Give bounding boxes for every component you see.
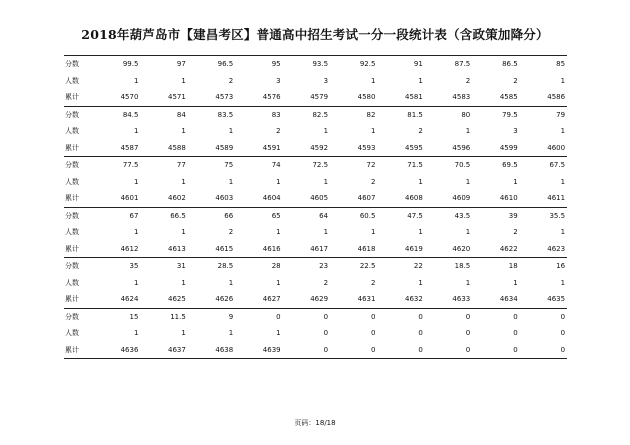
count-cell: 2	[370, 278, 376, 287]
count-cell: 1	[181, 278, 186, 287]
count-cell: 3	[513, 127, 518, 136]
cumulative-cell: 4579	[310, 93, 329, 102]
cumulative-cell: 4570	[120, 93, 139, 102]
score-cell: 81.5	[407, 110, 423, 119]
count-cell: 1	[133, 278, 139, 287]
cumulative-cell: 0	[418, 345, 423, 354]
score-cell: 71.5	[407, 161, 423, 170]
cumulative-cell: 4629	[310, 295, 329, 304]
cumulative-cell: 4599	[499, 143, 518, 152]
score-cell: 15	[129, 312, 139, 321]
count-cell: 1	[133, 177, 139, 186]
cumulative-label: 累计	[65, 143, 79, 152]
score-cell: 18.5	[454, 262, 471, 271]
page-number: 页码：18/18	[294, 419, 336, 427]
count-cell: 1	[560, 127, 566, 136]
cumulative-row	[64, 140, 567, 157]
score-cell: 65	[271, 211, 281, 220]
score-cell: 69.5	[502, 161, 518, 170]
score-cell: 9	[228, 312, 234, 321]
cumulative-cell: 4602	[167, 194, 186, 203]
cumulative-cell: 4633	[452, 295, 471, 304]
count-cell: 1	[181, 127, 186, 136]
score-cell: 93.5	[312, 60, 329, 69]
cumulative-label: 累计	[65, 93, 79, 102]
count-cell: 1	[418, 76, 423, 85]
score-cell: 22.5	[359, 262, 376, 271]
score-cell: 87.5	[454, 60, 471, 69]
score-cell: 99.5	[122, 60, 139, 69]
score-row	[64, 157, 567, 174]
count-cell: 1	[465, 228, 471, 237]
cumulative-cell: 4611	[547, 194, 566, 203]
score-label: 分数	[65, 312, 79, 321]
score-cell: 22	[413, 262, 423, 271]
cumulative-cell: 4620	[452, 244, 471, 253]
cumulative-cell: 4580	[357, 93, 376, 102]
score-cell: 43.5	[454, 211, 471, 220]
score-cell: 0	[418, 312, 423, 321]
cumulative-cell: 4615	[215, 244, 234, 253]
score-cell: 86.5	[502, 60, 518, 69]
score-cell: 0	[370, 312, 376, 321]
count-cell: 1	[228, 127, 234, 136]
cumulative-cell: 4604	[262, 194, 281, 203]
count-cell: 1	[323, 228, 329, 237]
count-cell: 1	[323, 127, 329, 136]
cumulative-cell: 4583	[452, 93, 471, 102]
cumulative-row	[64, 291, 567, 308]
count-cell: 1	[276, 177, 281, 186]
cumulative-cell: 4634	[499, 295, 518, 304]
score-cell: 85	[556, 60, 566, 69]
count-cell: 2	[228, 228, 234, 237]
score-distribution-table	[64, 55, 567, 359]
cumulative-cell: 0	[560, 345, 566, 354]
count-cell: 1	[133, 228, 139, 237]
cumulative-cell: 4593	[357, 143, 376, 152]
count-cell: 1	[465, 127, 471, 136]
count-cell: 2	[323, 278, 329, 287]
count-cell: 1	[323, 177, 329, 186]
score-cell: 18	[508, 262, 518, 271]
count-cell: 1	[228, 329, 234, 338]
cumulative-cell: 4625	[167, 295, 186, 304]
table-block	[64, 207, 567, 258]
count-cell: 0	[465, 329, 471, 338]
cumulative-cell: 4591	[262, 143, 281, 152]
count-label: 人数	[65, 278, 79, 287]
count-cell: 1	[513, 278, 518, 287]
score-cell: 0	[323, 312, 329, 321]
score-label: 分数	[65, 110, 79, 119]
cumulative-label: 累计	[65, 345, 79, 354]
count-cell: 2	[370, 177, 376, 186]
score-cell: 39	[508, 211, 518, 220]
count-cell: 1	[228, 177, 234, 186]
score-cell: 67	[129, 211, 139, 220]
count-cell: 1	[418, 177, 423, 186]
score-cell: 28	[271, 262, 281, 271]
score-cell: 60.5	[359, 211, 376, 220]
count-cell: 1	[133, 76, 139, 85]
cumulative-cell: 4638	[215, 345, 234, 354]
cumulative-cell: 4607	[357, 194, 376, 203]
score-label: 分数	[65, 211, 79, 220]
count-row	[64, 224, 567, 241]
cumulative-cell: 4609	[452, 194, 471, 203]
score-cell: 82	[366, 110, 376, 119]
cumulative-cell: 4605	[310, 194, 329, 203]
table-block	[64, 106, 567, 157]
cumulative-cell: 0	[370, 345, 376, 354]
count-cell: 2	[418, 127, 423, 136]
count-cell: 1	[181, 177, 186, 186]
count-cell: 1	[370, 127, 376, 136]
count-cell: 1	[181, 76, 186, 85]
cumulative-label: 累计	[65, 194, 79, 203]
score-cell: 79.5	[502, 110, 518, 119]
score-cell: 77.5	[122, 161, 139, 170]
score-cell: 92.5	[359, 60, 376, 69]
count-cell: 1	[465, 278, 471, 287]
cumulative-cell: 4608	[405, 194, 423, 203]
cumulative-cell: 4586	[547, 93, 566, 102]
score-cell: 84	[176, 110, 186, 119]
cumulative-cell: 4571	[167, 93, 186, 102]
cumulative-row	[64, 190, 567, 207]
score-cell: 16	[556, 262, 566, 271]
count-cell: 0	[560, 329, 566, 338]
score-cell: 75	[224, 161, 234, 170]
score-cell: 64	[319, 211, 329, 220]
cumulative-cell: 4626	[215, 295, 234, 304]
score-cell: 96.5	[217, 60, 234, 69]
cumulative-cell: 0	[465, 345, 471, 354]
cumulative-row	[64, 89, 567, 106]
count-cell: 1	[370, 228, 376, 237]
count-cell: 1	[418, 278, 423, 287]
count-cell: 0	[513, 329, 518, 338]
score-cell: 91	[413, 60, 423, 69]
count-cell: 0	[418, 329, 423, 338]
cumulative-cell: 4612	[120, 244, 139, 253]
count-label: 人数	[65, 76, 79, 85]
score-row	[64, 208, 567, 225]
cumulative-cell: 0	[323, 345, 329, 354]
count-cell: 1	[560, 278, 566, 287]
score-cell: 72	[366, 161, 376, 170]
count-cell: 3	[276, 76, 281, 85]
cumulative-cell: 4587	[120, 143, 139, 152]
score-cell: 35	[129, 262, 139, 271]
cumulative-cell: 0	[513, 345, 518, 354]
count-cell: 1	[181, 228, 186, 237]
score-cell: 80	[461, 110, 471, 119]
score-cell: 47.5	[407, 211, 423, 220]
score-label: 分数	[65, 262, 79, 271]
count-cell: 1	[370, 76, 376, 85]
count-row	[64, 174, 567, 191]
cumulative-cell: 4639	[262, 345, 281, 354]
count-cell: 2	[465, 76, 471, 85]
cumulative-cell: 4637	[167, 345, 186, 354]
score-cell: 84.5	[122, 110, 139, 119]
count-label: 人数	[65, 228, 79, 237]
score-cell: 31	[176, 262, 186, 271]
score-row	[64, 258, 567, 275]
cumulative-cell: 4624	[120, 295, 139, 304]
cumulative-cell: 4622	[499, 244, 518, 253]
count-cell: 1	[276, 278, 281, 287]
score-cell: 70.5	[454, 161, 471, 170]
score-cell: 83.5	[217, 110, 234, 119]
score-cell: 23	[319, 262, 329, 271]
score-cell: 0	[276, 312, 281, 321]
table-block	[64, 156, 567, 207]
count-row	[64, 275, 567, 292]
score-cell: 82.5	[312, 110, 329, 119]
score-cell: 79	[556, 110, 566, 119]
score-row	[64, 107, 567, 124]
cumulative-label: 累计	[65, 295, 79, 304]
score-cell: 72.5	[312, 161, 329, 170]
count-cell: 1	[276, 228, 281, 237]
count-cell: 1	[133, 329, 139, 338]
score-cell: 0	[465, 312, 471, 321]
score-cell: 83	[271, 110, 281, 119]
count-cell: 2	[228, 76, 234, 85]
count-row	[64, 123, 567, 140]
score-cell: 28.5	[217, 262, 234, 271]
score-row	[64, 56, 567, 73]
count-cell: 1	[276, 329, 281, 338]
cumulative-cell: 4627	[262, 295, 281, 304]
cumulative-cell: 4596	[452, 143, 471, 152]
cumulative-cell: 4595	[405, 143, 423, 152]
cumulative-label: 累计	[65, 244, 79, 253]
score-cell: 0	[560, 312, 566, 321]
count-cell: 3	[323, 76, 329, 85]
count-cell: 1	[181, 329, 186, 338]
count-row	[64, 73, 567, 90]
cumulative-cell: 4632	[405, 295, 423, 304]
score-cell: 97	[176, 60, 186, 69]
count-cell: 2	[513, 76, 518, 85]
cumulative-row	[64, 342, 567, 359]
count-cell: 2	[513, 228, 518, 237]
table-block	[64, 308, 567, 360]
cumulative-cell: 4573	[215, 93, 234, 102]
count-cell: 1	[560, 76, 566, 85]
cumulative-cell: 4585	[499, 93, 518, 102]
count-cell: 1	[513, 177, 518, 186]
cumulative-cell: 4635	[547, 295, 566, 304]
score-cell: 0	[513, 312, 518, 321]
cumulative-cell: 4600	[547, 143, 566, 152]
score-cell: 77	[176, 161, 186, 170]
count-row	[64, 325, 567, 342]
cumulative-cell: 4618	[357, 244, 376, 253]
count-cell: 1	[560, 177, 566, 186]
count-cell: 0	[370, 329, 376, 338]
cumulative-cell: 4603	[215, 194, 234, 203]
cumulative-cell: 4617	[310, 244, 329, 253]
document-title: 2018年葫芦岛市【建昌考区】普通高中招生考试一分一段统计表（含政策加降分）	[81, 27, 549, 42]
score-label: 分数	[65, 161, 79, 170]
score-cell: 66.5	[170, 211, 186, 220]
cumulative-cell: 4601	[120, 194, 139, 203]
cumulative-cell: 4589	[215, 143, 234, 152]
count-label: 人数	[65, 329, 79, 338]
cumulative-cell: 4616	[262, 244, 281, 253]
count-cell: 1	[465, 177, 471, 186]
count-cell: 0	[323, 329, 329, 338]
score-cell: 11.5	[170, 312, 186, 321]
table-block	[64, 55, 567, 106]
count-cell: 1	[418, 228, 423, 237]
score-cell: 66	[224, 211, 234, 220]
count-cell: 1	[133, 127, 139, 136]
count-label: 人数	[65, 177, 79, 186]
cumulative-cell: 4631	[357, 295, 376, 304]
cumulative-cell: 4592	[310, 143, 329, 152]
count-cell: 1	[560, 228, 566, 237]
cumulative-cell: 4613	[167, 244, 186, 253]
count-cell: 1	[228, 278, 234, 287]
cumulative-cell: 4610	[499, 194, 518, 203]
cumulative-cell: 4636	[120, 345, 139, 354]
count-cell: 2	[276, 127, 281, 136]
cumulative-cell: 4581	[405, 93, 423, 102]
cumulative-cell: 4623	[547, 244, 566, 253]
cumulative-cell: 4576	[262, 93, 281, 102]
score-cell: 35.5	[549, 211, 566, 220]
table-block	[64, 257, 567, 308]
score-label: 分数	[65, 60, 79, 69]
score-row	[64, 309, 567, 326]
score-cell: 74	[271, 161, 281, 170]
cumulative-cell: 4619	[405, 244, 423, 253]
score-cell: 95	[271, 60, 281, 69]
cumulative-cell: 4588	[167, 143, 186, 152]
count-label: 人数	[65, 127, 79, 136]
cumulative-row	[64, 241, 567, 258]
score-cell: 67.5	[549, 161, 566, 170]
